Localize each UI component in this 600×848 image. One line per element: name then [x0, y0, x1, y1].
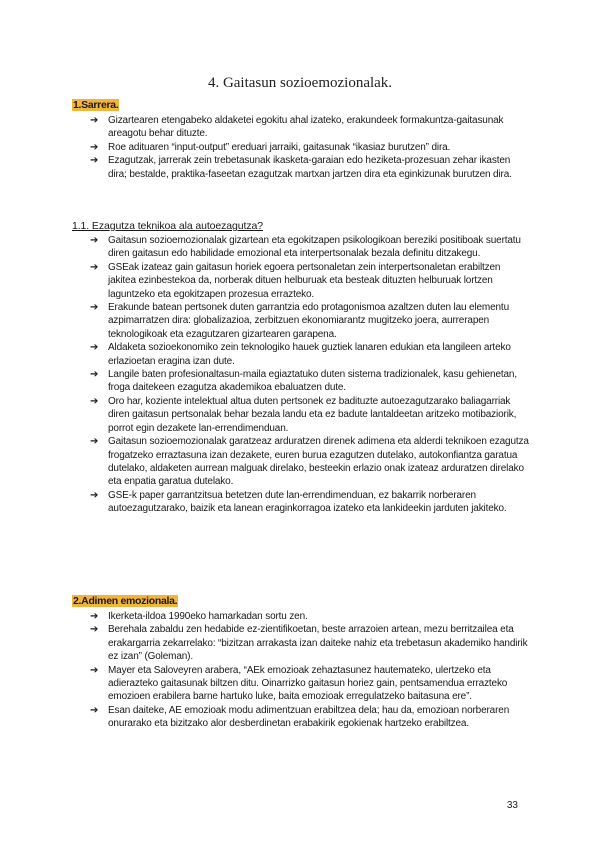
arrow-right-icon: ➔ — [90, 489, 99, 501]
list-item: ➔ Aldaketa sozioekonomiko zein teknologiko hauek guztiek lanaren edukian eta langileen arteko erlazioetan eragina izan dute. — [90, 342, 511, 367]
arrow-right-icon: ➔ — [90, 235, 99, 246]
arrow-right-icon: ➔ — [90, 611, 99, 622]
list-item: ➔ Erakunde batean pertsonek duten garrantzia edo protagonismoa azaltzen duten lau elementu azpimarratzen dira: globalizazioa, zerbitzuen ekonomiarantz mugitzeko joera, aurrerapen teknologikoak eta ezagutzaren gizartearen garapena. — [90, 302, 509, 340]
arrow-right-icon: ➔ — [90, 369, 99, 381]
arrow-right-icon: ➔ — [90, 395, 99, 407]
list-item: ➔ Gizartearen etengabeko aldaketei egokitu ahal izateko, erakundeek formakuntza-gaitasunak areagotu behar dituzte. — [90, 115, 504, 140]
list-item: ➔ Gaitasun sozioemozionalak garatzeaz arduratzen direnek adimena eta alderdi teknikoen ezagutza frogatzeko erraztasuna izan dezakete, euren burua ezagutzen dutelako, autokonfiantza garatua dutelako, aldaketen aurrean malguak direlako, besteekin erlazio onak izateaz arduratzen direlako eta enpatia garatua dutelako. — [90, 436, 529, 488]
arrow-right-icon: ➔ — [90, 155, 99, 167]
arrow-right-icon: ➔ — [90, 141, 99, 153]
list-item: ➔ Esan daiteke, AE emozioak modu adimentzuan erabiltzea dela; hau da, emozioan norberaren onurarako eta bizitzako alor desberdinetan erabakirik egokienak hartzeko erabiltzea. — [90, 704, 510, 730]
list-item: ➔ Oro har, koziente intelektual altua duten pertsonek ez badituzte autoezagutzarako baliagarriak diren gaitasun pertsonalak behar bezala landu eta ez badute lantaldeetan aritzeko motibaziorik, porrot egin dezakete lan-errendimenduan. — [90, 395, 517, 434]
arrow-right-icon: ➔ — [90, 115, 99, 126]
list-item: ➔ Ezagutzak, jarrerak zein trebetasunak ikasketa-garaian edo heziketa-prozesuan zehar ikasten dira; bestalde, praktika-faseetan ezagutzak martxan jartzen dira eta eginkizunak burutzen dira. — [90, 155, 512, 180]
section1-list — [90, 114, 530, 181]
list-item: ➔ GSE-k paper garrantzitsua betetzen dute lan-errendimenduan, ez bakarrik norberaren autoezagutzarako, baizik eta lanean eraginkorragoa izateko eta lankideekin jarduten jakiteko. — [90, 489, 507, 515]
list-item: ➔ GSEak izateaz gain gaitasun horiek egoera pertsonaletan zein interpertsonaletan erabiltzen jakitea ezinbestekoa da, norberak dituen helburuak eta besteak dituzten helburuak lortzen laguntzeko eta egokitzapen prozesua errazteko. — [90, 261, 501, 300]
list-item: ➔ Ikerketa-ildoa 1990eko hamarkadan sortu zen. — [90, 611, 308, 622]
arrow-right-icon: ➔ — [90, 436, 99, 448]
section-heading-sarrera — [72, 98, 119, 112]
subsection11-list — [90, 234, 530, 516]
arrow-right-icon: ➔ — [90, 342, 99, 354]
arrow-right-icon: ➔ — [90, 704, 99, 716]
arrow-right-icon: ➔ — [90, 302, 99, 314]
list-item: ➔ Roe adituaren “input-output” ereduari jarraiki, gaitasunak “ikasiaz burutzen” dira. — [90, 141, 451, 153]
page-number: 33 — [506, 800, 518, 811]
chapter-title: 4. Gaitasun sozioemozionalak. — [207, 75, 393, 91]
arrow-right-icon: ➔ — [90, 624, 99, 636]
section-heading-text: 1.Sarrera. — [73, 99, 119, 111]
list-item: ➔ Berehala zabaldu zen hedabide ez-zientifikoetan, beste arrazoien artean, mezu berritzailea eta erakargarria zekarrelako: “bizitzan arrakasta izan daiteke nahiz eta trebetasun akademiko handirik ez izan” (Goleman). — [90, 624, 528, 663]
arrow-right-icon: ➔ — [90, 664, 99, 676]
subsection-heading: 1.1. Ezagutza teknikoa ala autoezagutza? — [72, 220, 263, 232]
section-heading-text: 2.Adimen emozionala. — [73, 595, 178, 607]
list-item: ➔ Gaitasun sozioemozionalak gizartean eta egokitzapen psikologikoan bereziki positiboak suertatu diren gaitasun edo habilidade emozional eta interpertsonalak bezala definitu ditzakegu. — [90, 235, 521, 260]
list-item: ➔ Langile baten profesionaltasun-maila egiaztatuko duten sistema tradizionalek, kasu gehienetan, froga daitekeen ezagutza akademikoa ebaluatzen dute. — [90, 369, 517, 394]
section-heading-adimen-emozionala — [72, 594, 178, 608]
arrow-right-icon: ➔ — [90, 261, 99, 273]
section2-list — [90, 610, 530, 731]
list-item: ➔ Mayer eta Saloveyren arabera, “AEk emozioak zehaztasunez hautemateko, ulertzeko eta adierazteko gaitasunak biltzen ditu. Oinarrizko gaitasun horiez gain, pentsamendua errazteko emozioen erabilera barne hartuko luke, baita emozioak erregulatzeko baitasuna ere”. — [90, 664, 508, 703]
